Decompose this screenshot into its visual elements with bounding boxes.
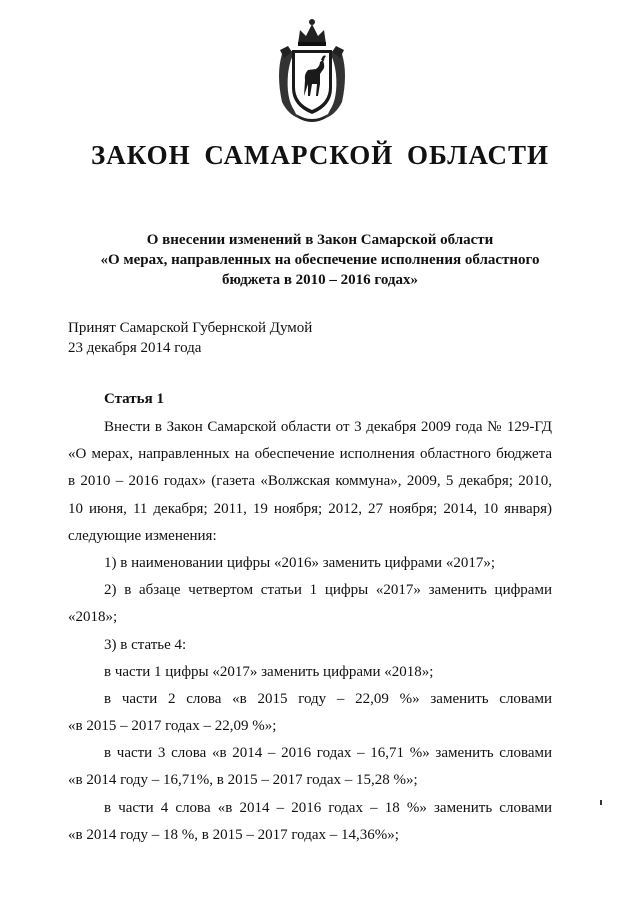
adoption-info [68,318,312,358]
body-line: «в 2014 году – 16,71%, в 2015 – 2017 годах – 15,28 %»; [68,772,418,789]
body-line: в части 1 цифры «2017» заменить цифрами «2018»; [104,663,434,680]
body-line: «в 2015 – 2017 годах – 22,09 %»; [68,718,277,735]
subtitle-line: О внесении изменений в Закон Самарской области [146,232,494,248]
article-heading: Статья 1 [104,391,164,407]
list-item: 3) в статье 4: [104,636,187,653]
article-body [68,414,552,849]
body-line: 10 июня, 11 декабря; 2011, 19 ноября; 2012, 27 ноября; 2014, 10 января) [68,500,552,517]
subtitle-line: бюджета в 2010 – 2016 годах» [221,272,419,288]
body-line: в 2010 – 2016 годах» (газета «Волжская коммуна», 2009, 5 декабря; 2010, [68,473,552,490]
body-line: следующие изменения: [68,527,217,544]
body-line: Внести в Закон Самарской области от 3 декабря 2009 года № 129-ГД [104,419,552,435]
subtitle-line: «О мерах, направленных на обеспечение исполнения областного [100,252,540,268]
margin-mark [600,800,602,805]
body-line: «в 2014 году – 18 %, в 2015 – 2017 годах – 14,36%»; [68,826,399,843]
adoption-line: Принят Самарской Губернской Думой [68,320,313,336]
list-item: 1) в наименовании цифры «2016» заменить цифрами «2017»; [104,554,495,571]
law-subtitle [40,230,600,290]
body-line: в части 4 слова «в 2014 – 2016 годах – 18 %» заменить словами [104,799,552,816]
list-item: 2) в абзаце четвертом статьи 1 цифры «2017» заменить цифрами [104,582,552,599]
body-line: «2018»; [68,609,118,626]
body-line: в части 3 слова «в 2014 – 2016 годах – 16,71 %» заменить словами [104,745,552,762]
body-line: «О мерах, направленных на обеспечение исполнения областного бюджета [68,446,552,463]
samara-coat-of-arms-icon [268,14,356,126]
adoption-date: 23 декабря 2014 года [68,340,202,356]
body-line: в части 2 слова «в 2015 году – 22,09 %» заменить словами [104,690,552,707]
law-title: ЗАКОН САМАРСКОЙ ОБЛАСТИ [91,140,549,170]
